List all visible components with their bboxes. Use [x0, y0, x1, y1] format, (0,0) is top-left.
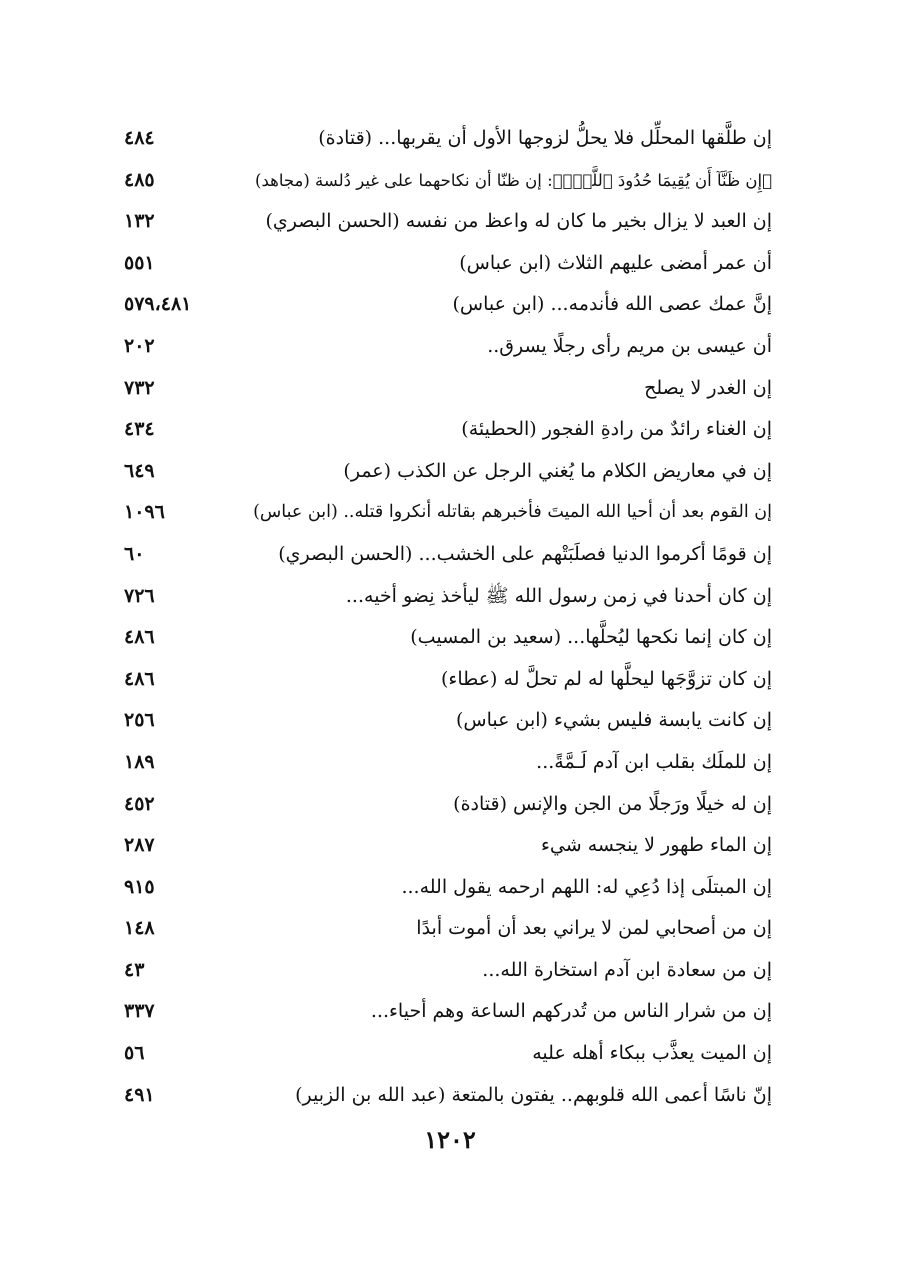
- entry-text: إن من أصحابي لمن لا يراني بعد أن أموت أبدًا: [416, 917, 772, 940]
- page-number: ١٢٠٢: [424, 1125, 476, 1154]
- entry-text: إن كان أحدنا في زمن رسول الله ﷺ ليأخذ نِضو أخيه...: [345, 584, 772, 607]
- entry-page-reference: ٩١٥: [124, 875, 155, 898]
- index-entry: [118, 784, 772, 826]
- entry-text: إن له خيلًا ورَجلًا من الجن والإنس (قتادة): [453, 792, 772, 815]
- index-entry: [118, 617, 772, 659]
- entry-text: إن المبتلَى إذا دُعِي له: اللهم ارحمه يقول الله...: [401, 875, 772, 898]
- index-entry: [118, 700, 772, 742]
- entry-page-reference: ٢٨٧: [124, 834, 155, 857]
- index-entry: [118, 451, 772, 493]
- entry-page-reference: ٢٠٢: [124, 334, 155, 357]
- entry-page-reference: ٥٧٩،٤٨١: [124, 293, 192, 316]
- index-entry: [118, 368, 772, 410]
- entry-page-reference: ٤٨٦: [124, 626, 155, 649]
- index-entry: [118, 201, 772, 243]
- entry-text: إن كان تزوَّجَها ليحلَّها له لم تحلَّ له (عطاء): [441, 667, 772, 690]
- entry-page-reference: ٦٠: [124, 542, 145, 565]
- entry-page-reference: ٤٣: [124, 958, 145, 981]
- entry-text: إن من شرار الناس من تُدركهم الساعة وهم أحياء...: [370, 1000, 772, 1023]
- entry-page-reference: ٤٥٢: [124, 792, 155, 815]
- entry-page-reference: ٢٥٦: [124, 709, 155, 732]
- entry-text: إن في معاريض الكلام ما يُغني الرجل عن الكذب (عمر): [343, 459, 772, 482]
- entry-text: إنَّ عمك عصى الله فأندمه... (ابن عباس): [452, 293, 772, 316]
- entry-page-reference: ٤٩١: [124, 1083, 155, 1106]
- entry-page-reference: ٤٨٥: [124, 168, 155, 191]
- index-entry: [118, 576, 772, 618]
- index-entry: [118, 950, 772, 992]
- index-entry: [118, 991, 772, 1033]
- entry-text: إن الميت يعذَّب ببكاء أهله عليه: [532, 1042, 772, 1065]
- entry-text: إن الغدر لا يصلح: [644, 376, 772, 399]
- entry-text: إنّ ناسًا أعمى الله قلوبهم.. يفتون بالمتعة (عبد الله بن الزبير): [295, 1083, 772, 1106]
- entry-text: إن القوم بعد أن أحيا الله الميتَ فأخبرهم بقاتله أنكروا قتله.. (ابن عباس): [253, 502, 772, 523]
- index-entry: [118, 825, 772, 867]
- entry-page-reference: ٥٦: [124, 1042, 145, 1065]
- index-entry: [118, 534, 772, 576]
- entry-page-reference: ٧٣٢: [124, 376, 155, 399]
- index-entry: [118, 160, 772, 202]
- entry-page-reference: ١٤٨: [124, 917, 155, 940]
- entry-page-reference: ٣٣٧: [124, 1000, 155, 1023]
- entry-text: إن للملَك بقلب ابن آدم لَـمَّةً...: [536, 750, 772, 773]
- index-entry: [118, 492, 772, 534]
- entry-page-reference: ٤٣٤: [124, 418, 155, 441]
- index-entry: [118, 409, 772, 451]
- index-entry: [118, 326, 772, 368]
- index-entry: [118, 742, 772, 784]
- index-entry: [118, 908, 772, 950]
- entry-text: إن كان إنما نكحها ليُحلَّها... (سعيد بن المسيب): [410, 626, 772, 649]
- entry-text: أن عمر أمضى عليهم الثلاث (ابن عباس): [459, 251, 772, 274]
- entry-text: إن العبد لا يزال بخير ما كان له واعظ من نفسه (الحسن البصري): [265, 210, 772, 233]
- entry-page-reference: ٥٥١: [124, 251, 155, 274]
- entry-page-reference: ٦٤٩: [124, 459, 155, 482]
- entry-text: إن طلَّقها المحلِّل فلا يحلُّ لزوجها الأول أن يقربها... (قتادة): [318, 127, 772, 149]
- entry-page-reference: ٤٨٦: [124, 667, 155, 690]
- index-entry: [118, 118, 772, 160]
- entry-page-reference: ٧٢٦: [124, 584, 155, 607]
- index-entry: [118, 1075, 772, 1117]
- entry-text: إن من سعادة ابن آدم استخارة الله...: [482, 958, 772, 981]
- index-entry-list: [118, 118, 772, 1116]
- entry-text: إن الغناء رائدٌ من رادةِ الفجور (الحطيئة): [461, 418, 772, 441]
- entry-text: أن عيسى بن مريم رأى رجلًا يسرق..: [487, 334, 772, 357]
- entry-text: إن قومًا أكرموا الدنيا فصلَبَتْهم على الخشب... (الحسن البصري): [278, 542, 772, 565]
- entry-page-reference: ١٣٢: [124, 210, 155, 233]
- entry-text: إن كانت يابسة فليس بشيء (ابن عباس): [456, 709, 772, 732]
- index-entry: [118, 659, 772, 701]
- entry-page-reference: ١٨٩: [124, 750, 155, 773]
- entry-page-reference: ٤٨٤: [124, 127, 155, 149]
- entry-page-reference: ١٠٩٦: [124, 501, 165, 524]
- index-entry: [118, 1033, 772, 1075]
- index-entry: [118, 867, 772, 909]
- index-entry: [118, 243, 772, 285]
- entry-text: إن الماء طهور لا ينجسه شيء: [540, 834, 772, 857]
- index-entry: [118, 284, 772, 326]
- entry-text: ﴿إِن ظَنَّآ أَن يُقِيمَا حُدُودَ ٱللَّهِۗ﴾: إن ظنّا أن نكاحهما على غير دُلسة (مجاهد): [255, 170, 772, 190]
